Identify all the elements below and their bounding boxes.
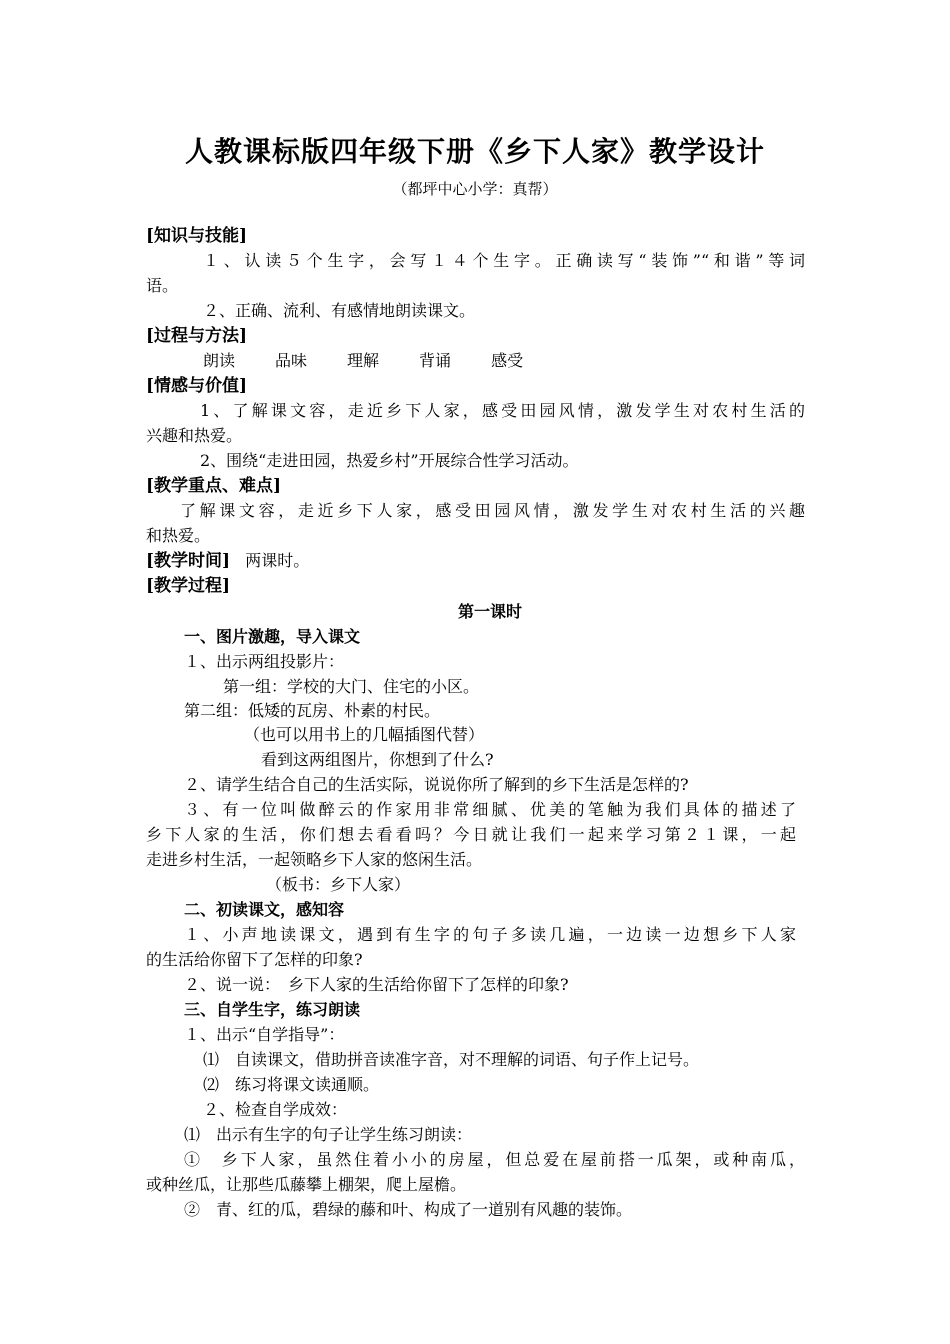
section-3-line: ２、检查自学成效： <box>203 1100 348 1119</box>
board-note: （板书：乡下人家） <box>266 875 411 894</box>
section-3-line: １、出示“自学指导”： <box>184 1025 345 1044</box>
section-1-line: ３、有一位叫做醉云的作家用非常细腻、优美的笔触为我们具体的描述了 <box>184 800 796 819</box>
section-1-title: 一、图片激趣，导入课文 <box>184 627 361 646</box>
method-item: 理解 <box>347 351 380 370</box>
process-methods-list <box>203 349 523 373</box>
section-1-line: 第二组：低矮的瓦房、朴素的村民。 <box>184 701 441 720</box>
document-subtitle: （都坪中心小学：真帮） <box>392 180 558 198</box>
section-2-line: １、小声地读课文，遇到有生字的句子多读几遍，一边读一边想乡下人家 <box>184 925 796 944</box>
section-1-line: 乡下人家的生活，你们想去看看吗？今日就让我们一起来学习第２１课，一起 <box>146 825 796 844</box>
section-3-line: ⑴ 出示有生字的句子让学生练习朗读： <box>184 1125 473 1144</box>
section-1-line: 看到这两组图片，你想到了什么? <box>261 750 494 769</box>
section-1-line: ２、请学生结合自己的生活实际，说说你所了解到的乡下生活是怎样的? <box>184 775 689 794</box>
emotion-item-1-line-2: 兴趣和热爱。 <box>146 426 243 445</box>
lesson-title: 第一课时 <box>458 602 523 621</box>
heading-focus: [教学重点、难点] <box>146 476 282 496</box>
method-item: 背诵 <box>419 351 452 370</box>
teaching-time-value: 两课时。 <box>245 551 310 570</box>
section-2-line: 的生活给你留下了怎样的印象? <box>146 950 363 969</box>
knowledge-item-2: ２、正确、流利、有感情地朗读课文。 <box>203 301 476 320</box>
heading-process: [过程与方法] <box>146 326 248 346</box>
section-3-line: ① 乡下人家，虽然住着小小的房屋，但总爱在屋前搭一瓜架，或种南瓜， <box>184 1150 805 1169</box>
section-1-line: 走进乡村生活，一起领略乡下人家的悠闲生活。 <box>146 850 483 869</box>
section-1-line: 第一组：学校的大门、住宅的小区。 <box>223 677 480 696</box>
section-3-line: ② 青、红的瓜，碧绿的藤和叶、构成了一道别有风趣的装饰。 <box>184 1200 633 1219</box>
section-1-line: １、出示两组投影片： <box>184 652 345 671</box>
focus-line-2: 和热爱。 <box>146 526 211 545</box>
teaching-time-row <box>146 549 309 573</box>
heading-knowledge: [知识与技能] <box>146 226 248 246</box>
section-2-title: 二、初读课文，感知容 <box>184 900 345 919</box>
section-3-line: 或种丝瓜，让那些瓜藤攀上棚架，爬上屋檐。 <box>146 1175 467 1194</box>
method-item: 品味 <box>275 351 308 370</box>
section-3-line: ⑴ 自读课文，借助拼音读准字音，对不理解的词语、句子作上记号。 <box>203 1050 700 1069</box>
heading-procedure: [教学过程] <box>146 576 231 596</box>
heading-time: [教学时间] <box>146 551 231 571</box>
knowledge-item-1-line-2: 语。 <box>146 276 179 295</box>
section-3-line: ⑵ 练习将课文读通顺。 <box>203 1075 380 1094</box>
heading-emotion: [情感与价值] <box>146 376 248 396</box>
section-1-line: （也可以用书上的几幅插图代替） <box>244 725 485 744</box>
section-2-line: ２、说一说： 乡下人家的生活给你留下了怎样的印象? <box>184 975 569 994</box>
method-item: 朗读 <box>203 351 236 370</box>
emotion-item-1-line-1: 1、了解课文容，走近乡下人家，感受田园风情，激发学生对农村生活的 <box>200 401 805 420</box>
document-title: 人教课标版四年级下册《乡下人家》教学设计 <box>184 135 765 168</box>
emotion-item-2: 2、围绕“走进田园，热爱乡村”开展综合性学习活动。 <box>200 451 579 470</box>
section-3-title: 三、自学生字，练习朗读 <box>184 1000 361 1019</box>
focus-line-1: 了解课文容，走近乡下人家，感受田园风情，激发学生对农村生活的兴趣 <box>180 501 805 520</box>
method-item: 感受 <box>491 351 524 370</box>
knowledge-item-1-line-1: １、认读５个生字，会写１４个生字。正确读写“装饰”“和谐”等词 <box>203 251 805 270</box>
